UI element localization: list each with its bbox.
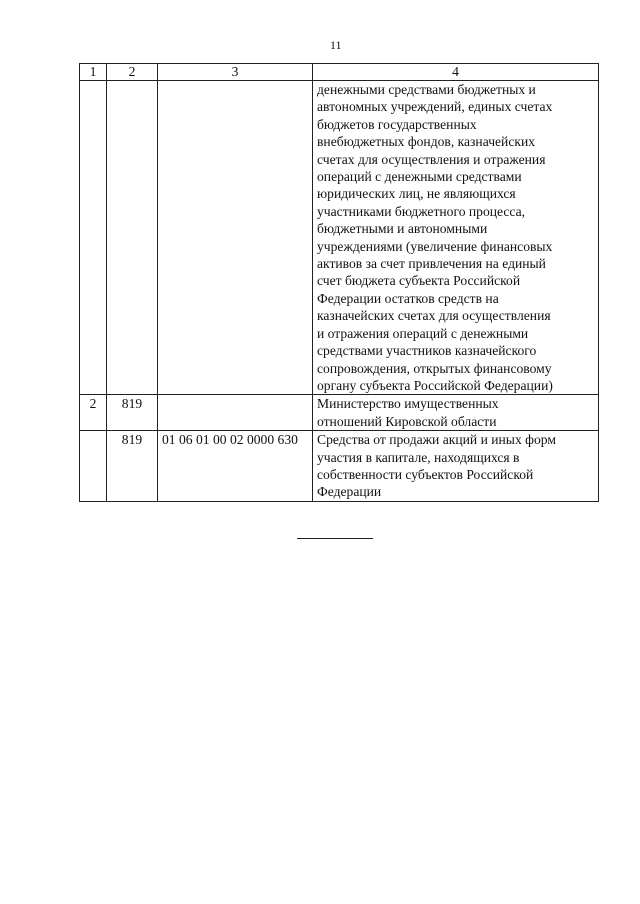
description-line: денежными средствами бюджетных и [317,82,536,97]
description-line: собственности субъектов Российской [317,466,534,482]
description-line: счетах для осуществления и отражения [317,151,546,167]
description-line: Министерство имущественных [317,396,499,412]
column-header: 1 [80,64,107,81]
description-line: участия в капитале, находящихся в [317,449,520,465]
description-line: бюджетными и автономными [317,221,488,237]
description-line: юридических лиц, не являющихся [317,186,516,202]
row-number-cell: 2 [80,395,107,431]
table-header-row [80,64,599,81]
description-line: Федерации [317,484,382,500]
page-number: 11 [330,38,342,52]
description-line: средствами участников казначейского [317,343,537,359]
column-header: 4 [313,64,599,81]
description-line: и отражения операций с денежными [317,325,529,341]
table-row [80,431,599,502]
description-cell [313,431,599,502]
description-line: бюджетов государственных [317,116,477,132]
row-number-cell [80,81,107,395]
chapter-code-cell: 819 [107,395,158,431]
description-line: Средства от продажи акций и иных форм [317,432,556,448]
description-line: автономных учреждений, единых счетах [317,99,553,115]
classification-code-cell: 01 06 01 00 02 0000 630 [158,431,313,502]
description-line: активов за счет привлечения на единый [317,256,546,272]
column-header: 3 [158,64,313,81]
description-line: казначейских счетах для осуществления [317,308,551,324]
description-line: отношений Кировской области [317,413,497,429]
description-line: Федерации остатков средств на [317,290,499,306]
chapter-code-cell: 819 [107,431,158,502]
document-table [79,63,599,502]
description-line: учреждениями (увеличение финансовых [317,238,553,254]
chapter-code-cell [107,81,158,395]
description-line: операций с денежными средствами [317,169,522,185]
description-line: внебюджетных фондов, казначейских [317,134,536,150]
classification-code-cell [158,395,313,431]
description-line: счет бюджета субъекта Российской [317,273,521,289]
description-line: участниками бюджетного процесса, [317,203,526,219]
table-row [80,395,599,431]
description-line: сопровождения, открытых финансовому [317,360,552,376]
classification-code-cell [158,81,313,395]
description-cell [313,395,599,431]
description-cell [313,81,599,395]
column-header: 2 [107,64,158,81]
description-line: органу субъекта Российской Федерации) [317,377,553,393]
table-row [80,81,599,395]
row-number-cell [80,431,107,502]
end-of-document-rule [297,538,373,539]
